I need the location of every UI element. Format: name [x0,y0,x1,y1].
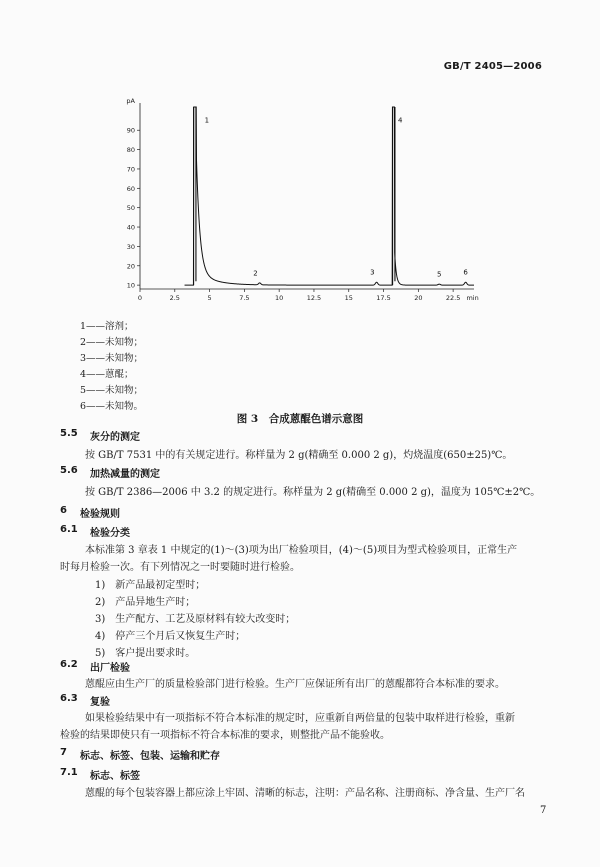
section-title: 出厂检验 [90,663,130,674]
paragraph: 按 GB/T 2386—2006 中 3.2 的规定进行。称样量为 2 g(精确至 0.000 2 g)，温度为 105℃±2℃。 [85,487,541,498]
y-tick-label: 30 [126,242,135,251]
y-axis-label: pA [126,97,135,105]
paragraph-line: 本标准第 3 章表 1 中规定的(1)～(3)项为出厂检验项目，(4)～(5)项目为型式检验项目，正常生产 [85,545,518,556]
y-tick-label: 10 [126,281,135,290]
peak-label: 4 [398,116,403,125]
list-item: 5) 客户提出要求时。 [95,648,196,659]
x-axis-unit-label: min [466,294,479,302]
chapter-number: 7 [60,747,67,758]
y-tick-label: 40 [126,223,135,232]
paragraph: 蒽醌应由生产厂的质量检验部门进行检验。生产厂应保证所有出厂的蒽醌都符合本标准的要求。 [85,679,505,690]
chapter-number: 6 [60,505,67,516]
x-tick-label: 22.5 [445,294,461,302]
legend-item: 4——蒽醌； [80,369,134,380]
list-item: 4) 停产三个月后又恢复生产时； [95,631,246,642]
x-tick-label: 0 [137,294,143,302]
legend-item: 2——未知物； [80,337,144,348]
section-number: 5.6 [60,465,78,476]
chromatogram-chart [112,93,492,311]
chapter-title: 标志、标签、包装、运输和贮存 [80,751,220,762]
y-tick-label: 70 [126,165,135,174]
list-item: 3) 生产配方、工艺及原材料有较大改变时； [95,614,296,625]
list-item: 2) 产品异地生产时； [95,597,196,608]
section-number: 5.5 [60,428,78,439]
y-tick-label: 60 [126,184,135,193]
peak-label: 2 [253,269,258,278]
x-tick-label: 12.5 [306,294,322,302]
y-tick-label: 50 [126,204,135,213]
peak-label: 1 [204,116,210,125]
x-tick-label: 7.5 [239,294,250,302]
page-number: 7 [540,805,547,816]
paragraph: 蒽醌的每个包装容器上都应涂上牢固、清晰的标志，注明：产品名称、注册商标、净含量、生产厂名 [85,788,525,799]
paragraph-line: 如果检验结果中有一项指标不符合本标准的规定时，应重新自两倍量的包装中取样进行检验，重新 [85,713,515,724]
section-title: 检验分类 [90,528,130,539]
x-tick-label: 10 [275,294,284,302]
legend-item: 3——未知物； [80,353,144,364]
standard-number-header: GB/T 2405—2006 [443,61,542,72]
section-number: 7.1 [60,767,78,778]
section-title: 灰分的测定 [90,432,140,443]
legend-item: 1——溶剂； [80,321,134,332]
y-tick-label: 20 [126,262,135,271]
chapter-title: 检验规则 [80,509,120,520]
section-title: 复验 [90,697,110,708]
x-tick-label: 15 [344,294,353,302]
section-number: 6.2 [60,659,78,670]
peak-label: 3 [370,268,375,277]
section-title: 加热减量的测定 [90,469,160,480]
x-tick-label: 20 [414,294,423,302]
peak-label: 5 [436,270,442,279]
x-tick-label: 17.5 [376,294,391,302]
peak-label: 6 [463,268,468,277]
x-tick-label: 5 [207,294,212,302]
list-item: 1) 新产品最初定型时； [95,580,206,591]
paragraph: 按 GB/T 7531 中的有关规定进行。称样量为 2 g(精确至 0.000 2 g)，灼烧温度(650±25)℃。 [85,450,513,461]
section-number: 6.1 [60,524,78,535]
section-title: 标志、标签 [90,771,140,782]
legend-item: 6——未知物。 [80,401,144,412]
chromatogram-svg [112,93,492,311]
legend-item: 5——未知物； [80,385,144,396]
paragraph-line: 检验的结果即使只有一项指标不符合本标准的要求，则整批产品不能验收。 [60,730,390,741]
y-tick-label: 90 [126,126,135,135]
paragraph-line: 时每月检验一次。有下列情况之一时要随时进行检验。 [60,562,300,573]
x-tick-label: 2.5 [169,294,180,302]
y-tick-label: 80 [126,146,135,155]
section-number: 6.3 [60,693,78,704]
figure-caption: 图 3 合成蒽醌色谱示意图 [236,413,364,425]
chromatogram-trace [185,107,474,285]
